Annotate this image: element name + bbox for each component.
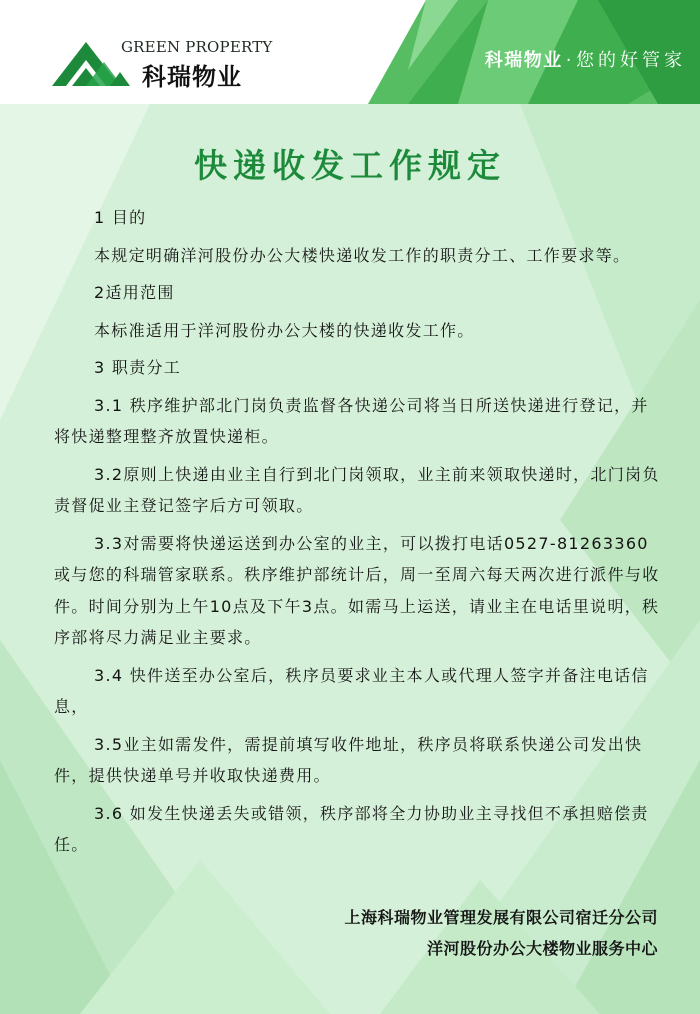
paragraph-3-3: 3.3对需要将快递运送到办公室的业主，可以拨打电话0527-81263360或与您的科瑞管家联系。秩序维护部统计后，周一至周六每天两次进行派件与收件。时间分别为上午10点及下午3点。如需马上运送，请业主在电话里说明，秩序部将尽力满足业主要求。	[54, 533, 660, 647]
section-heading-purpose: 1 目的	[94, 208, 147, 227]
paragraph-3-6: 3.6 如发生快递丢失或错领，秩序部将全力协助业主寻找但不承担赔偿责任。	[54, 803, 649, 854]
document-body	[54, 202, 660, 867]
slogan-brand: 科瑞物业	[484, 50, 563, 71]
paragraph-3-2: 3.2原则上快递由业主自行到北门岗领取，业主前来领取快递时，北门岗负责督促业主登记签字后方可领取。	[54, 464, 660, 515]
paragraph-purpose: 本规定明确洋河股份办公大楼快递收发工作的职责分工、工作要求等。	[94, 245, 631, 265]
signature-center: 洋河股份办公大楼物业服务中心	[426, 939, 658, 958]
slogan-separator: ·	[565, 50, 573, 71]
paragraph-3-1: 3.1 秩序维护部北门岗负责监督各快递公司将当日所送快递进行登记，并将快递整理整齐放置快递柜。	[54, 395, 649, 446]
logo-english-text: GREEN PROPERTY	[121, 38, 273, 56]
slogan	[485, 46, 686, 72]
paragraph-3-4: 3.4 快件送至办公室后，秩序员要求业主本人或代理人签字并备注电话信息，	[54, 665, 649, 716]
section-heading-duties: 3 职责分工	[94, 358, 182, 377]
signature-block	[344, 902, 658, 964]
paragraph-scope: 本标准适用于洋河股份办公大楼的快递收发工作。	[94, 320, 475, 340]
paragraph-3-5: 3.5业主如需发件，需提前填写收件地址，秩序员将联系快递公司发出快件，提供快递单号并收取快递费用。	[54, 734, 643, 785]
document-title: 快递收发工作规定	[194, 146, 506, 185]
slogan-text: 您的好管家	[576, 50, 686, 71]
logo-chinese-text: 科瑞物业	[142, 62, 242, 91]
section-heading-scope: 2适用范围	[94, 283, 175, 302]
signature-company: 上海科瑞物业管理发展有限公司宿迁分公司	[344, 908, 658, 927]
